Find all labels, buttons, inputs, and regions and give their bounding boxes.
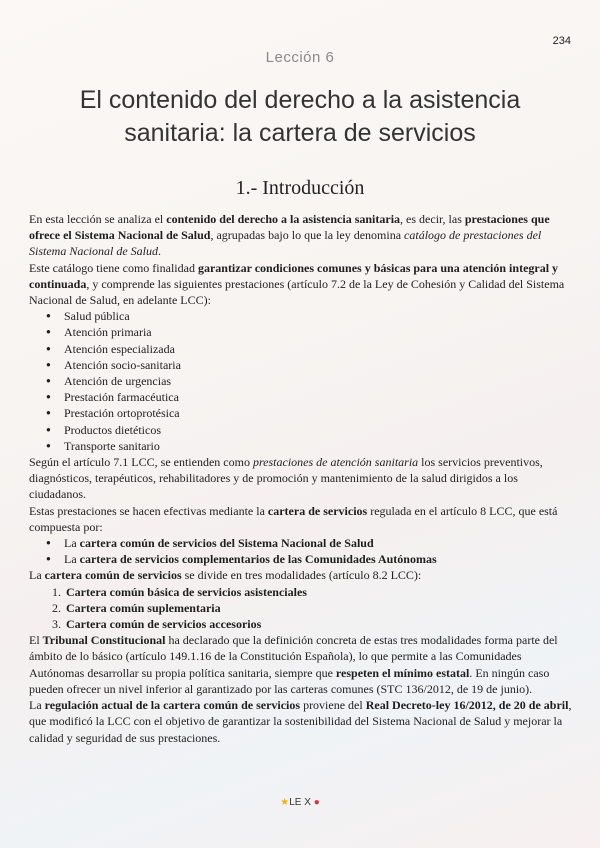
page-number: 234 [552, 35, 571, 47]
list-item: ● Salud pública [64, 308, 574, 324]
list-item: ● Atención de urgencias [64, 373, 574, 389]
logo-text: LE X [289, 797, 311, 808]
page-title: El contenido del derecho a la asistencia sanitaria: la cartera de servicios [79, 86, 521, 147]
footer-logo [0, 797, 600, 808]
document-body [29, 211, 574, 746]
list-item: ● La cartera de servicios complementarios de las Comunidades Autónomas [64, 551, 574, 567]
list-item: ● Prestación ortoprotésica [64, 405, 574, 421]
paragraph-cartera: Estas prestaciones se hacen efectivas mediante la cartera de servicios regulada en el artículo 8 LCC, que está compuesta por: [29, 503, 558, 534]
list-item: 3. Cartera común de servicios accesorios [64, 616, 574, 632]
list-item: ● Prestación farmacéutica [64, 389, 574, 405]
paragraph-intro: En esta lección se analiza el contenido del derecho a la asistencia sanitaria, es decir, las prestaciones que ofrece el Sistema Nacional de Salud, agrupadas bajo lo que la ley denomina catálogo de prestaciones del Sistema Nacional de Salud. [29, 212, 550, 259]
paragraph-tribunal: El Tribunal Constitucional ha declarado que la definición concreta de estas tres modalidades forma parte del ámbito de lo básico (artículo 149.1.16 de la Constitución Española), lo que permite a las Comunidades Autónomas desarrollar su propia política sanitaria, siempre que respeten el mínimo estatal. En ningún caso pueden ofrecer un nivel inferior al garantizado por las carteras comunes (STC 136/2012, de 19 de junio). [29, 633, 558, 696]
list-item: ● Atención especializada [64, 341, 574, 357]
star-icon: ★ [280, 797, 290, 808]
list-item: ● Productos dietéticos [64, 422, 574, 438]
drop-icon: ● [313, 797, 320, 808]
list-item: 2. Cartera común suplementaria [64, 600, 574, 616]
paragraph-modalidades: La cartera común de servicios se divide en tres modalidades (artículo 8.2 LCC): [29, 568, 422, 583]
lesson-label: Lección 6 [265, 49, 335, 66]
paragraph-definition: Según el artículo 7.1 LCC, se entienden como prestaciones de atención sanitaria los servicios preventivos, diagnósticos, terapéuticos, rehabilitadores y de promoción y mantenimiento de la salud dirigidos a los ciudadanos. [29, 455, 543, 502]
list-item: 1. Cartera común básica de servicios asistenciales [64, 584, 574, 600]
paragraph-catalog: Este catálogo tiene como finalidad garantizar condiciones comunes y básicas para una atención integral y continuada, y comprende las siguientes prestaciones (artículo 7.2 de la Ley de Cohesión y Calidad del Sistema Nacional de Salud, en adelante LCC): [29, 260, 565, 308]
modalidades-list [29, 584, 574, 633]
list-item: ● Atención socio-sanitaria [64, 357, 574, 373]
paragraph-regulacion: La regulación actual de la cartera común de servicios proviene del Real Decreto-ley 16/2012, de 20 de abril, que modificó la LCC con el objetivo de garantizar la sostenibilidad del Sistema Nacional de Salud y mejorar la calidad y seguridad de sus prestaciones. [29, 698, 572, 745]
prestaciones-list [29, 308, 574, 454]
carteras-list [29, 535, 574, 567]
list-item: ● La cartera común de servicios del Sistema Nacional de Salud [64, 535, 574, 551]
list-item: ● Atención primaria [64, 324, 574, 340]
list-item: ● Transporte sanitario [64, 438, 574, 454]
section-heading: 1.- Introducción [235, 177, 365, 199]
